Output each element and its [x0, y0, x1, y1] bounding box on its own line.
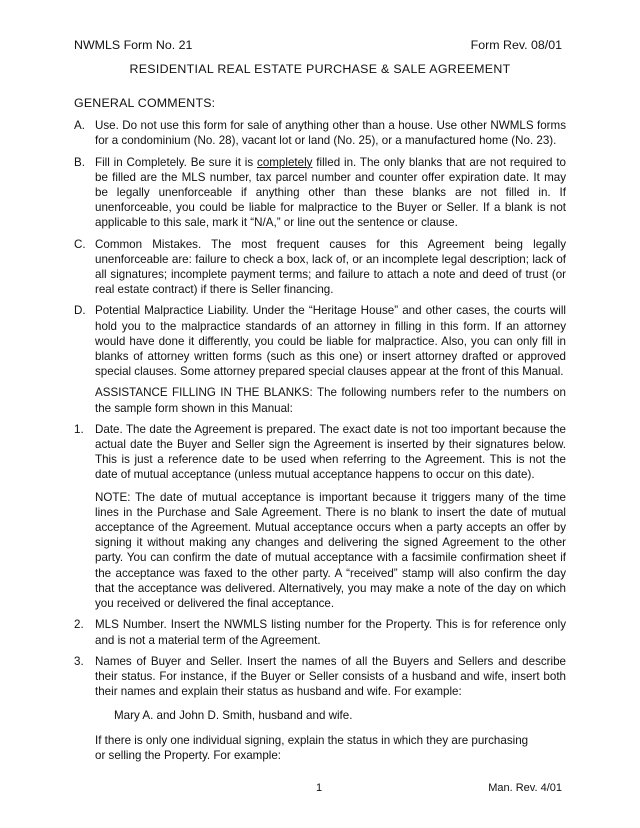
item-text: Date. The date the Agreement is prepared. The exact date is not too important because the actual date the Buyer and Seller sign the Agreement is inserted by their signatures below. This is just a reference date to be used when referring to the Agreement. This is not the date of mutual acceptance (unless mutual acceptance happens to occur on this date).: [95, 422, 566, 482]
item-marker: 3.: [74, 654, 84, 668]
item-text: [95, 155, 566, 231]
general-comments-heading: GENERAL COMMENTS:: [74, 96, 216, 110]
item-marker: A.: [74, 119, 85, 133]
general-item-fill-in: [74, 155, 566, 231]
item-text: Common Mistakes. The most frequent causes for this Agreement being legally unenforceable are: failure to check a box, lack of, or an incomplete legal description; lack of all signatures; incomplete payment terms; and failure to attach a note and deed of trust (or real estate contract) if there is Seller financing.: [95, 237, 566, 297]
item-marker: B.: [74, 155, 85, 169]
item-continuation: [95, 733, 566, 763]
manual-revision: Man. Rev. 4/01: [488, 782, 562, 794]
document-body: [74, 96, 566, 763]
underlined-word: completely: [257, 155, 313, 169]
item-text: Names of Buyer and Seller. Insert the names of all the Buyers and Sellers and describe their status. For instance, if the Buyer or Seller consists of a husband and wife, insert both their names and explain their status as husband and wife. For example:: [95, 654, 566, 699]
document-title: RESIDENTIAL REAL ESTATE PURCHASE & SALE AGREEMENT: [129, 62, 511, 76]
item-marker: C.: [74, 237, 86, 251]
example-text: Mary A. and John D. Smith, husband and wife.: [114, 709, 353, 723]
item-marker: 2.: [74, 618, 84, 632]
page-number: 1: [316, 782, 323, 794]
item-text: Potential Malpractice Liability. Under the “Heritage House” and other cases, the courts will hold you to the malpractice standards of an attorney in filling in this form. If an attorney would have done it differently, you could be liable for malpractice. Also, you can only fill in blanks of attorney written forms (such as this one) or insert attorney drafted or approved special clauses. Some attorney prepared special clauses appear at the front of this Manual.: [95, 304, 566, 379]
general-item-malpractice: [74, 303, 566, 379]
general-item-use: [74, 118, 566, 148]
form-number: NWMLS Form No. 21: [74, 38, 193, 52]
item-marker: 1.: [74, 422, 84, 436]
continuation-line-2: or selling the Property. For example:: [95, 748, 282, 762]
form-revision: Form Rev. 08/01: [470, 38, 562, 52]
item-text: MLS Number. Insert the NWMLS listing number for the Property. This is for reference only and is not a material term of the Agreement.: [95, 618, 566, 647]
item-note: NOTE: The date of mutual acceptance is important because it triggers many of the time lines in the Purchase and Sale Agreement. There is no blank to insert the date of mutual acceptance of the Agreement. Mutual acceptance occurs when a party accepts an offer by signing it without making any changes and delivering the signed Agreement to the other party. You can confirm the date of mutual acceptance with a facsimile confirmation sheet if the acceptance was faxed to the other party. A “received” stamp will also confirm the day that the acceptance was delivered. Alternatively, you may make a note of the day on which you received or delivered the final acceptance.: [95, 490, 566, 611]
item-lead: Fill in Completely. Be sure it is: [95, 155, 258, 169]
item-rest: filled in. The only blanks that are not required to be filled are the MLS number, tax parcel number and counter offer expiration date. It may be legally unenforceable if anything other than these blanks are not filled in. If unenforceable, you could be liable for malpractice to the Buyer or Seller. If a blank is not applicable to this sale, mark it “N/A,” or line out the sentence or clause.: [95, 155, 566, 230]
assistance-item-date: [74, 422, 566, 611]
assistance-item-names: [74, 654, 566, 700]
continuation-line-1: If there is only one individual signing, explain the status in which they are purchasing: [95, 733, 529, 747]
item-marker: D.: [74, 304, 86, 318]
assistance-intro: ASSISTANCE FILLING IN THE BLANKS: The following numbers refer to the numbers on the sample form shown in this Manual:: [95, 386, 566, 415]
general-item-common-mistakes: [74, 237, 566, 298]
assistance-item-mls-number: [74, 617, 566, 647]
item-text: Use. Do not use this form for sale of anything other than a house. Use other NWMLS forms for a condominium (No. 28), vacant lot or land (No. 25), or a manufactured home (No. 23).: [95, 119, 566, 148]
